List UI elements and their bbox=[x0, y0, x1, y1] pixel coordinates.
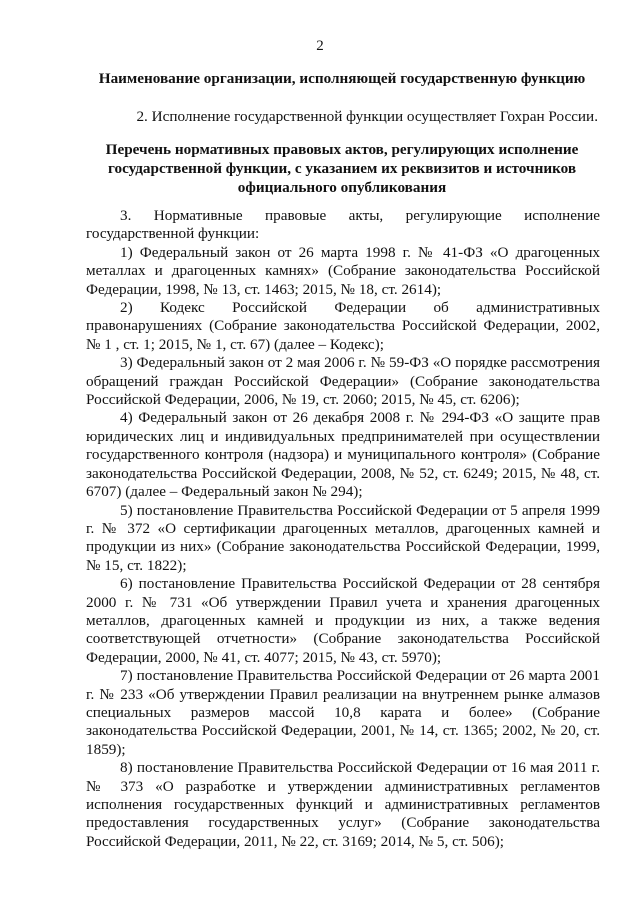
legal-act-item: 8) постановление Правительства Российской Федерации от 16 мая 2011 г. № 373 «О разработке и утверждении административных регламентов исполнения государственных функций и административных регламентов предоставления государственных услуг» (Собрание законодательства Российской Федерации, 2011, № 22, ст. 3169; 2014, № 5, ст. 506); bbox=[86, 759, 600, 850]
paragraph-3: 3. Нормативные правовые акты, регулирующие исполнение государственной функции: bbox=[86, 207, 600, 243]
legal-act-item: 3) Федеральный закон от 2 мая 2006 г. № 59-ФЗ «О порядке рассмотрения обращений граждан Российской Федерации» (Собрание законодательства Российской Федерации, 2006, № 19, ст. 2060; 2015, № 45, ст. 6206); bbox=[86, 354, 600, 409]
legal-act-item: 2) Кодекс Российской Федерации об административных правонарушениях (Собрание законодательства Российской Федерации, 2002, № 1 , ст. 1; 2015, № 1, ст. 67) (далее – Кодекс); bbox=[86, 299, 600, 353]
page-number: 2 bbox=[316, 38, 324, 54]
legal-act-item: 4) Федеральный закон от 26 декабря 2008 г. № 294-ФЗ «О защите прав юридических лиц и индивидуальных предпринимателей при осуществлении государственного контроля (надзора) и муниципального контроля» (Собрание законодательства Российской Федерации, 2008, № 52, ст. 6249; 2015, № 48, ст. 6707) (далее – Федеральный закон № 294); bbox=[86, 409, 600, 501]
legal-act-item: 1) Федеральный закон от 26 марта 1998 г. № 41-ФЗ «О драгоценных металлах и драгоценных камнях» (Собрание законодательства Российской Федерации, 1998, № 13, ст. 1463; 2015, № 18, ст. 2614); bbox=[86, 243, 600, 298]
section-heading-legal-acts: Перечень нормативных правовых актов, регулирующих исполнение государственной функции, с указанием их реквизитов и источников официального опубликования bbox=[105, 141, 579, 196]
legal-acts-body bbox=[86, 207, 600, 851]
legal-act-item: 7) постановление Правительства Российской Федерации от 26 марта 2001 г. № 233 «Об утверждении Правил реализации на внутреннем рынке алмазов специальных размеров массой 10,8 карата и более» (Собрание законодательства Российской Федерации, 2001, № 14, ст. 1365; 2002, № 20, ст. 1859); bbox=[86, 667, 600, 758]
legal-act-item: 6) постановление Правительства Российской Федерации от 28 сентября 2000 г. № 731 «Об утверждении Правил учета и хранения драгоценных металлов, драгоценных камней и продукции из них, а также ведения соответствующей отчетности» (Собрание законодательства Российской Федерации, 2000, № 41, ст. 4077; 2015, № 43, ст. 5970); bbox=[86, 575, 600, 666]
paragraph-2: 2. Исполнение государственной функции осуществляет Гохран России. bbox=[136, 108, 598, 125]
legal-act-item: 5) постановление Правительства Российской Федерации от 5 апреля 1999 г. № 372 «О сертификации драгоценных металлов, драгоценных камней и продукции из них» (Собрание законодательства Российской Федерации, 1999, № 15, ст. 1822); bbox=[86, 501, 600, 574]
section-heading-organization: Наименование организации, исполняющей государственную функцию bbox=[98, 70, 586, 87]
